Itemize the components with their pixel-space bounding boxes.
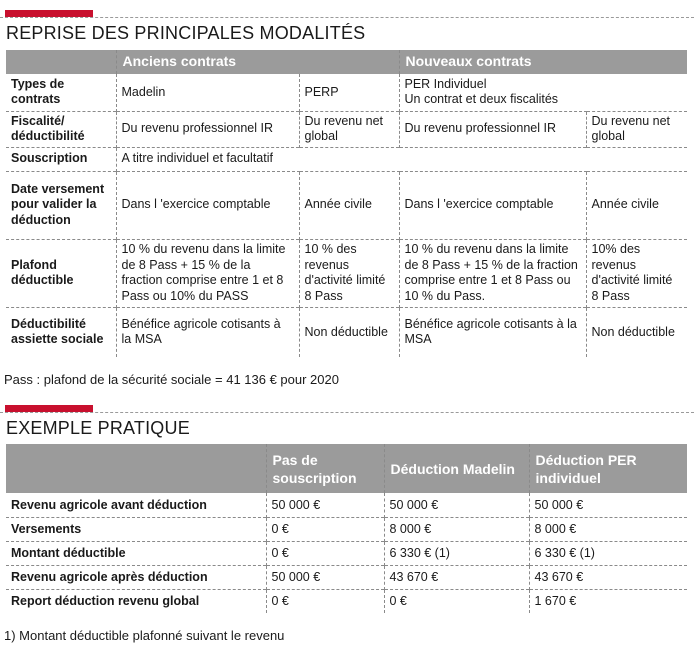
cell: 0 € bbox=[384, 589, 529, 613]
table-row bbox=[6, 565, 687, 589]
section-accent-bar bbox=[5, 10, 93, 17]
cell-perp: PERP bbox=[299, 74, 399, 111]
pass-footnote: Pass : plafond de la sécurité sociale = 41 136 € pour 2020 bbox=[4, 372, 339, 387]
per-line-2: Un contrat et deux fiscalités bbox=[404, 92, 559, 107]
cell: Du revenu net global bbox=[299, 111, 399, 147]
cell: Bénéfice agricole cotisants à la MSA bbox=[399, 307, 586, 357]
cell: 0 € bbox=[266, 589, 384, 613]
row-date-versement bbox=[6, 171, 687, 239]
cell: Non déductible bbox=[586, 307, 687, 357]
row-label: Souscription bbox=[6, 147, 116, 171]
header-blank bbox=[6, 444, 266, 493]
row-label: Fiscalité/ déductibilité bbox=[6, 111, 116, 147]
cell: Non déductible bbox=[299, 307, 399, 357]
header-deduction-per: Déduction PER individuel bbox=[529, 444, 687, 493]
cell: 8 000 € bbox=[529, 517, 687, 541]
cell: 6 330 € (1) bbox=[384, 541, 529, 565]
cell-madelin: Madelin bbox=[116, 74, 299, 111]
row-label: Date versement pour valider la déduction bbox=[6, 171, 116, 239]
modalites-table bbox=[6, 50, 687, 357]
cell: 0 € bbox=[266, 517, 384, 541]
row-label: Types de contrats bbox=[11, 76, 65, 107]
cell: Dans l 'exercice comptable bbox=[116, 171, 299, 239]
row-plafond bbox=[6, 239, 687, 307]
table-row bbox=[6, 517, 687, 541]
section-accent-bar bbox=[5, 405, 93, 412]
cell: 6 330 € (1) bbox=[529, 541, 687, 565]
row-types bbox=[6, 74, 687, 111]
cell: 10 % du revenu dans la limite de 8 Pass + 15 % de la fraction comprise entre 1 et 8 Pass ou 10% du PASS bbox=[116, 239, 299, 307]
cell: Année civile bbox=[586, 171, 687, 239]
row-fiscalite bbox=[6, 111, 687, 147]
header-pas-de-souscription: Pas de souscription bbox=[266, 444, 384, 493]
row-label: Déductibilité assiette sociale bbox=[6, 307, 116, 357]
exemple-header-row bbox=[6, 444, 687, 493]
cell: 1 670 € bbox=[529, 589, 687, 613]
per-line-1: PER Individuel bbox=[404, 76, 487, 91]
cell: 50 000 € bbox=[266, 493, 384, 517]
section-title-modalites: REPRISE DES PRINCIPALES MODALITÉS bbox=[0, 17, 694, 47]
row-assiette-sociale bbox=[6, 307, 687, 357]
cell: 43 670 € bbox=[384, 565, 529, 589]
cell: Du revenu professionnel IR bbox=[399, 111, 586, 147]
cell: 50 000 € bbox=[529, 493, 687, 517]
row-label: Revenu agricole après déduction bbox=[6, 565, 266, 589]
exemple-table bbox=[6, 444, 687, 613]
header-anciens-contrats: Anciens contrats bbox=[116, 50, 399, 74]
cell: 8 000 € bbox=[384, 517, 529, 541]
row-label: Report déduction revenu global bbox=[6, 589, 266, 613]
row-label: Versements bbox=[6, 517, 266, 541]
cell: 43 670 € bbox=[529, 565, 687, 589]
row-souscription bbox=[6, 147, 687, 171]
row-label: Revenu agricole avant déduction bbox=[11, 497, 207, 512]
cell: 10 % des revenus d'activité limité 8 Pass bbox=[299, 239, 399, 307]
table-row bbox=[6, 541, 687, 565]
cell: Dans l 'exercice comptable bbox=[399, 171, 586, 239]
cell-per-individuel bbox=[399, 74, 687, 111]
section-title-exemple: EXEMPLE PRATIQUE bbox=[0, 412, 694, 442]
cell: Du revenu net global bbox=[586, 111, 687, 147]
table-row bbox=[6, 589, 687, 613]
cell: 50 000 € bbox=[266, 565, 384, 589]
header-deduction-madelin: Déduction Madelin bbox=[384, 444, 529, 493]
modalites-header-row bbox=[6, 50, 687, 74]
row-label: Plafond déductible bbox=[6, 239, 116, 307]
cell: Du revenu professionnel IR bbox=[116, 111, 299, 147]
cell: 10% des revenus d'activité limité 8 Pass bbox=[586, 239, 687, 307]
header-nouveaux-contrats: Nouveaux contrats bbox=[399, 50, 687, 74]
row-label: Montant déductible bbox=[6, 541, 266, 565]
cell: 50 000 € bbox=[384, 493, 529, 517]
cell: Bénéfice agricole cotisants à la MSA bbox=[116, 307, 299, 357]
cell: Année civile bbox=[299, 171, 399, 239]
cell: A titre individuel et facultatif bbox=[116, 147, 687, 171]
cell: 0 € bbox=[266, 541, 384, 565]
cell: 10 % du revenu dans la limite de 8 Pass + 15 % de la fraction comprise entre 1 et 8 Pass ou 10 % du Pass. bbox=[399, 239, 586, 307]
montant-footnote: 1) Montant déductible plafonné suivant le revenu bbox=[4, 628, 285, 643]
header-blank bbox=[6, 50, 116, 74]
table-row bbox=[6, 493, 687, 517]
